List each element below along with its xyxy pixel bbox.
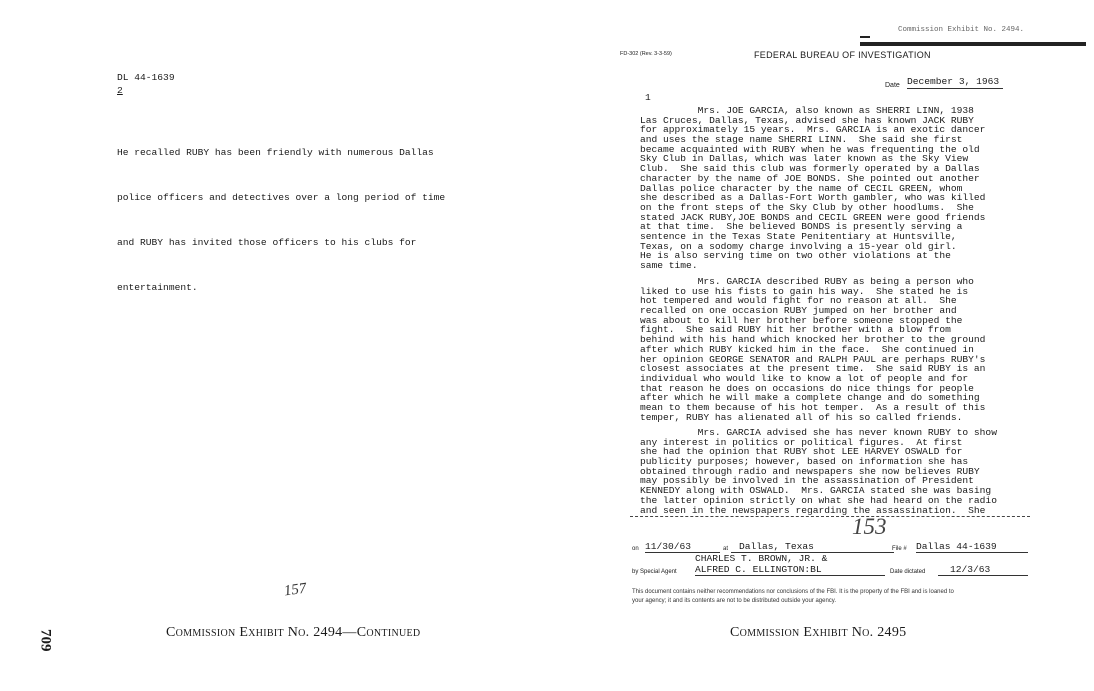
text-line: that reason he does on occasions do nice things for people (640, 382, 974, 394)
text-line: Mrs. GARCIA described RUBY as being a person who (640, 276, 974, 287)
date-dictated: 12/3/63 (938, 565, 1028, 576)
text-line: her opinion GEORGE SENATOR and RALPH PAUL are perhaps RUBY's (640, 353, 986, 365)
interview-date: 11/30/63 (645, 541, 720, 553)
text-line: recalled on one occasion RUBY jumped on her brother and (640, 305, 957, 317)
agent-name-1: CHARLES T. BROWN, JR. & (695, 553, 828, 564)
agent-label: by Special Agent (632, 569, 677, 575)
interview-location: Dallas, Texas (731, 541, 894, 553)
handwritten-page-number: 157 (282, 580, 308, 600)
text-line: Mrs. GARCIA advised she has never known RUBY to show (640, 427, 997, 438)
text-line: may possibly be involved in the assassination of President (640, 475, 974, 487)
text-line: Dallas police character by the name of CECIL GREEN, whom (640, 182, 963, 194)
text-line: was about to kill her brother before someone stopped the (640, 314, 963, 326)
text-line: temper, RUBY has alienated all of his so called friends. (640, 411, 963, 423)
on-label: on (632, 546, 639, 552)
paragraph-3 (640, 428, 997, 515)
text-line: she had the opinion that RUBY shot LEE HARVEY OSWALD for (640, 446, 963, 458)
text-line: liked to use his fists to gain his way. She stated he is (640, 285, 969, 297)
text-line: Club. She said this club was formerly operated by a Dallas (640, 163, 980, 175)
paragraph-2 (640, 277, 985, 422)
text-line: any interest in politics or political figures. At first (640, 436, 963, 448)
agency-header: FEDERAL BUREAU OF INVESTIGATION (754, 50, 931, 60)
text-line: after which RUBY kicked him in the face. She continued in (640, 343, 974, 355)
agent-name-2: ALFRED C. ELLINGTON:BL (695, 565, 885, 576)
text-line: Sky Club in Dallas, which was later known as the Sky View (640, 153, 969, 165)
file-number: Dallas 44-1639 (916, 541, 1028, 553)
disclaimer-line: your agency; it and its contents are not to be distributed outside your agency. (632, 598, 837, 604)
text-line: stated JACK RUBY,JOE BONDS and CECIL GREEN were good friends (640, 211, 986, 223)
text-line: and seen in the newspapers regarding the assassination. She (640, 504, 986, 516)
handwritten-page-number: 153 (852, 514, 887, 539)
text-line: became acquainted with RUBY when he was frequenting the old (640, 143, 980, 155)
text-line: character by the name of JOE BONDS. She pointed out another (640, 172, 980, 184)
paragraph-1 (640, 106, 985, 271)
text-line: after which he will make a complete change and do something (640, 392, 980, 404)
text-line: individual who would like to know a lot of people and for (640, 372, 969, 384)
page-number: 2 (117, 85, 123, 96)
text-line: behind with his hand which knocked her brother to the ground (640, 334, 986, 346)
text-line: He recalled RUBY has been friendly with numerous Dallas (117, 147, 434, 159)
exhibit-caption: Commission Exhibit No. 2494—Continued (166, 625, 421, 640)
disclaimer-line: This document contains neither recommendations nor conclusions of the FBI. It is the property of the FBI and is loaned to (632, 589, 954, 595)
exhibit-caption: Commission Exhibit No. 2495 (730, 625, 907, 640)
text-line: same time. (640, 260, 698, 271)
paragraph (117, 113, 445, 328)
dictated-label: Date dictated (890, 569, 926, 575)
text-line: at that time. She believed BONDS is presently serving a (640, 221, 963, 233)
text-line: KENNEDY along with OSWALD. Mrs. GARCIA stated she was basing (640, 485, 992, 497)
text-line: He is also serving time on two other violations at the (640, 250, 951, 262)
at-label: at (723, 546, 729, 552)
text-line: on the front steps of the Sky Club by other hoodlums. She (640, 201, 974, 213)
file-label: File # (892, 546, 907, 552)
text-line: and RUBY has invited those officers to his clubs for (117, 236, 417, 248)
report-date: December 3, 1963 (907, 77, 1003, 89)
text-line: closest associates at the present time. She said RUBY is an (640, 363, 986, 375)
date-label: Date (885, 82, 900, 89)
text-line: and uses the stage name SHERRI LINN. She said she first (640, 134, 963, 146)
text-line: obtained through radio and newspapers she now believes RUBY (640, 465, 980, 477)
text-line: police officers and detectives over a long period of time (117, 192, 446, 204)
page-number: 1 (645, 92, 651, 103)
text-line: entertainment. (117, 281, 198, 293)
text-line: publicity purposes; however, based on information she has (640, 456, 969, 468)
redaction-bar (860, 36, 870, 38)
text-line: she described as a Dallas-Fort Worth gambler, who was killed (640, 192, 986, 204)
text-line: hot tempered and would fight for no reason at all. She (640, 295, 957, 307)
volume-page-number: 709 (37, 629, 54, 652)
divider (630, 516, 1030, 517)
text-line: Texas, on a sodomy charge involving a 15-year old girl. (640, 240, 957, 252)
exhibit-stamp: Commission Exhibit No. 2494. (898, 26, 1025, 34)
text-line: fight. She said RUBY hit her brother with a blow from (640, 324, 951, 336)
text-line: sentence in the Texas State Penitentiary at Huntsville, (640, 230, 957, 242)
text-line: Mrs. JOE GARCIA, also known as SHERRI LINN, 1938 (640, 105, 974, 116)
text-line: Las Cruces, Dallas, Texas, advised she has known JACK RUBY (640, 114, 974, 126)
text-line: the latter opinion strictly on what she had heard on the radio (640, 494, 997, 506)
redaction-bar (860, 42, 1086, 46)
file-number: DL 44-1639 (117, 72, 175, 83)
text-line: for approximately 15 years. Mrs. GARCIA is an exotic dancer (640, 124, 986, 136)
text-line: mean to them because of his hot temper. As a result of this (640, 401, 986, 413)
form-number: FD-302 (Rev. 3-3-59) (620, 51, 672, 57)
